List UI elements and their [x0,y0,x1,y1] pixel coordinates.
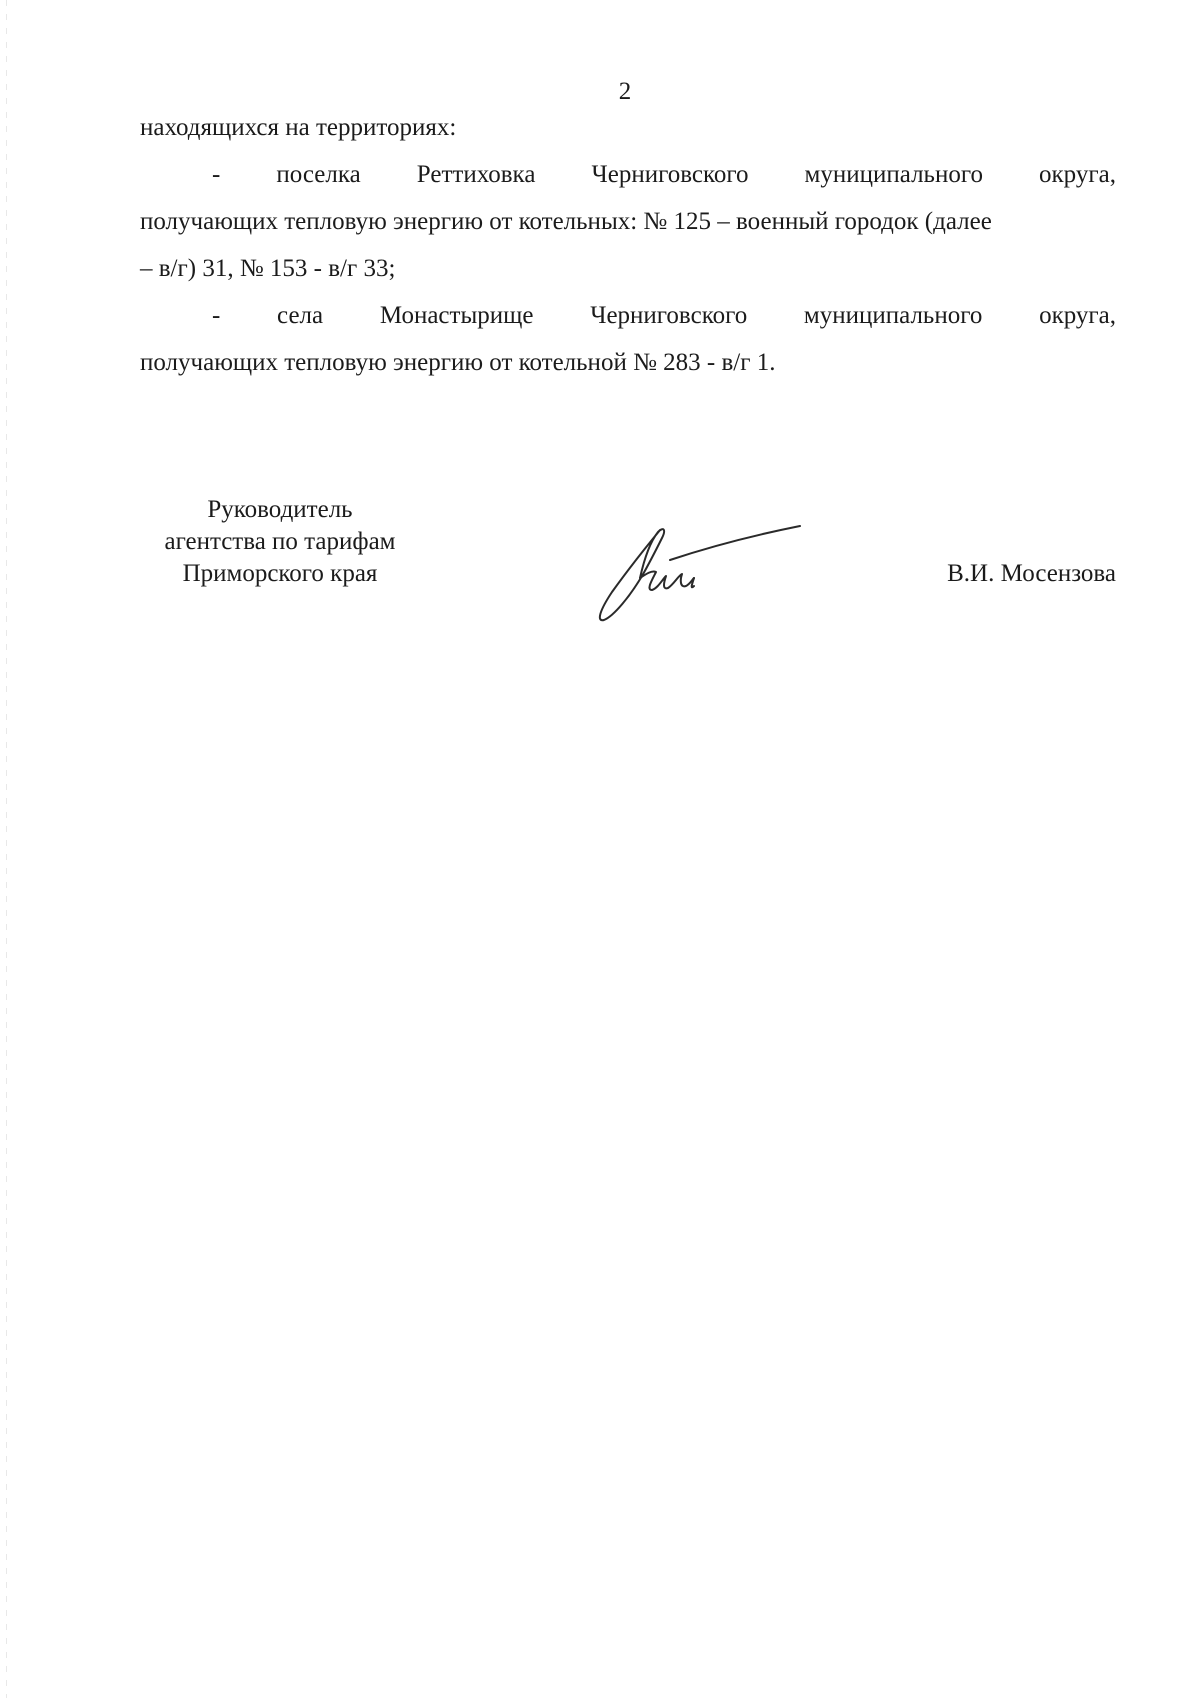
document-body [140,104,1116,386]
list-item-2-first-line [140,292,1116,339]
signatory-title-line-3: Приморского края [182,560,378,587]
list-item-1-first-line [140,151,1116,198]
page-number: 2 [618,78,632,105]
list-item-2-word-1: села [277,302,324,329]
list-item-1-word-3: Черниговского [591,161,749,188]
list-item-1-word-5: округа, [1039,161,1116,188]
signer-name: В.И. Мосензова [947,560,1116,587]
signatory-title [120,494,440,590]
list-item-1-word-1: поселка [276,161,361,188]
list-item-1-word-2: Реттиховка [416,161,536,188]
signatory-title-line-1: Руководитель [207,496,353,523]
list-item-2-word-4: муниципального [803,302,983,329]
list-item-2-line-2: получающих тепловую энергию от котельной № 283 - в/г 1. [140,349,776,376]
list-item-1-word-4: муниципального [804,161,983,188]
list-item-1-line-3: – в/г) 31, № 153 - в/г 33; [140,255,396,282]
list-item-1-line-2: получающих тепловую энергию от котельных: № 125 – военный городок (далее [140,208,992,235]
handwritten-signature [590,520,810,625]
list-item-2-word-5: округа, [1039,302,1116,329]
list-item-2-word-3: Черниговского [590,302,748,329]
list-item-2-word-2: Монастырище [379,302,534,329]
signatory-title-line-2: агентства по тарифам [164,528,396,555]
signature-strokes [600,526,800,620]
list-item-2-bullet: - [212,302,221,329]
list-item-1-bullet: - [212,161,221,188]
scan-edge-artifact [6,0,7,1698]
intro-line: находящихся на территориях: [140,114,457,141]
